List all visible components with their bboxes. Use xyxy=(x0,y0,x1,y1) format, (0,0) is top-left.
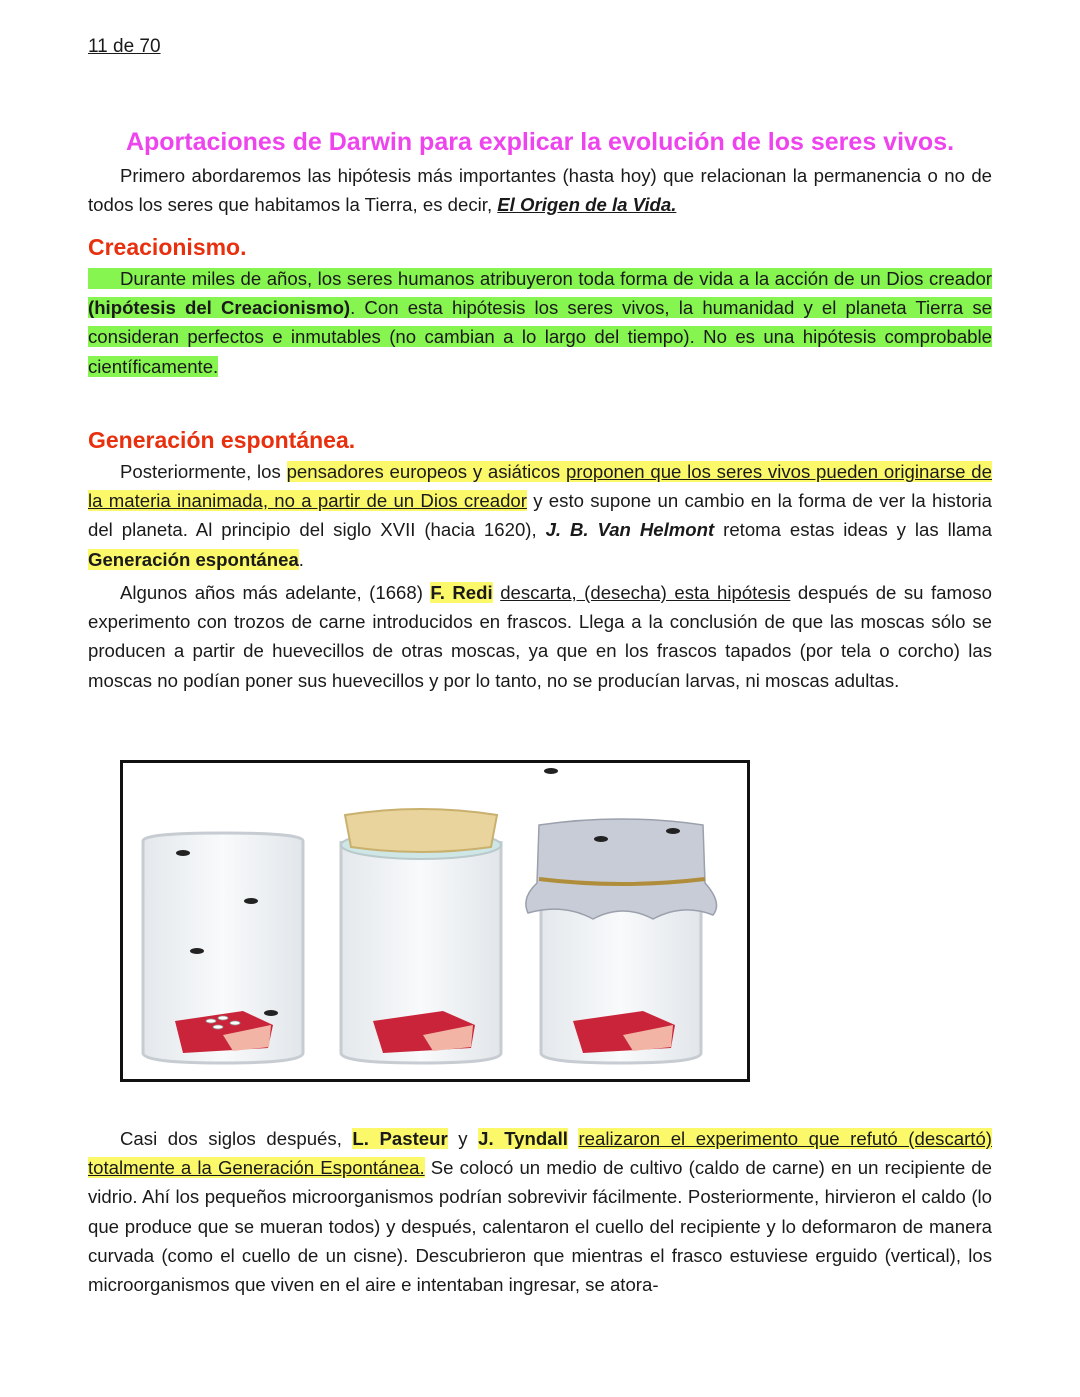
intro-paragraph xyxy=(88,161,992,219)
text: y esto supone un cambio en la forma de ver la historia del planeta. Al principio del siglo XVII (hacia 1620), xyxy=(88,490,992,541)
tyndall-name: J. Tyndall xyxy=(478,1128,568,1149)
page-indicator: 11 de 70 xyxy=(88,36,161,57)
highlight-thinkers: pensadores europeos y asiáticos xyxy=(286,461,566,482)
redi-name: F. Redi xyxy=(430,582,493,603)
pasteur-paragraph xyxy=(88,1124,992,1299)
text: . xyxy=(298,548,304,570)
text: y xyxy=(447,1128,479,1149)
open-jar xyxy=(143,833,303,1063)
redi-discard: descarta, (desecha) esta hipótesis xyxy=(500,582,791,603)
cork-jar xyxy=(341,809,501,1063)
generacion-espontanea-term: Generación espontánea xyxy=(88,548,299,570)
van-helmont: J. B. Van Helmont xyxy=(545,519,715,541)
gauze-jar xyxy=(526,819,717,1063)
text: Se colocó un medio de cultivo (caldo de carne) en un recipiente de vidrio. Ahí los pequeños microorganismos podrían sobrevivir fácilmente. Posteriormente, hirvieron el caldo (lo que produce que se mueran todos) y después, calentaron el cuello del recipiente y lo deformaron de manera curvada (como el cuello de un cisne). Descubrieron que mientras el frasco estuviese erguido (vertical), los microorganismos que viven en el aire e intentaban ingresar, se atora- xyxy=(88,1157,992,1296)
generacion-paragraph-1 xyxy=(88,457,992,574)
generacion-paragraph-2 xyxy=(88,578,992,695)
highlight-proposal: proponen que los seres vivos pueden originarse de la materia inanimada, no a partir de un Dios creador xyxy=(88,461,992,512)
creacionismo-text: Durante miles de años, los seres humanos atribuyeron toda forma de vida a la acción de un Dios creador xyxy=(120,268,992,289)
heading-creacionismo: Creacionismo. xyxy=(88,234,247,260)
redi-experiment-illustration xyxy=(120,760,750,1082)
intro-text: Primero abordaremos las hipótesis más importantes (hasta hoy) que relacionan la permanencia o no de todos los seres que habitamos la Tierra, es decir, xyxy=(88,165,992,216)
text: retoma estas ideas y las llama xyxy=(714,519,992,541)
heading-generacion: Generación espontánea. xyxy=(88,427,356,453)
text: Algunos años más adelante, (1668) xyxy=(120,582,431,603)
highlight-refutation: realizaron el experimento que refutó (descartó) totalmente a la Generación Espontánea. xyxy=(88,1128,992,1179)
text: Posteriormente, los xyxy=(120,461,287,482)
text: después de su famoso experimento con trozos de carne introducidos en frascos. Llega a la conclusión de que las moscas sólo se producen a partir de huevecillos de otras moscas, ya que en los frascos tapados (por tela o corcho) las moscas no podían poner sus huevecillos y por lo tanto, no se producían larvas, ni moscas adultas. xyxy=(88,582,992,691)
page-title: Aportaciones de Darwin para explicar la evolución de los seres vivos. xyxy=(125,128,955,156)
creacionismo-text-2: . Con esta hipótesis los seres vivos, la humanidad y el planeta Tierra se consideran perfectos e inmutables (no cambian a lo largo del tiempo). No es una hipótesis comprobable científicamente. xyxy=(88,297,992,377)
origin-of-life-emphasis: El Origen de la Vida. xyxy=(497,194,677,216)
text: Casi dos siglos después, xyxy=(120,1128,353,1149)
creacionismo-bold: (hipótesis del Creacionismo) xyxy=(88,297,351,319)
creacionismo-paragraph xyxy=(88,264,992,381)
pasteur-name: L. Pasteur xyxy=(352,1128,448,1149)
